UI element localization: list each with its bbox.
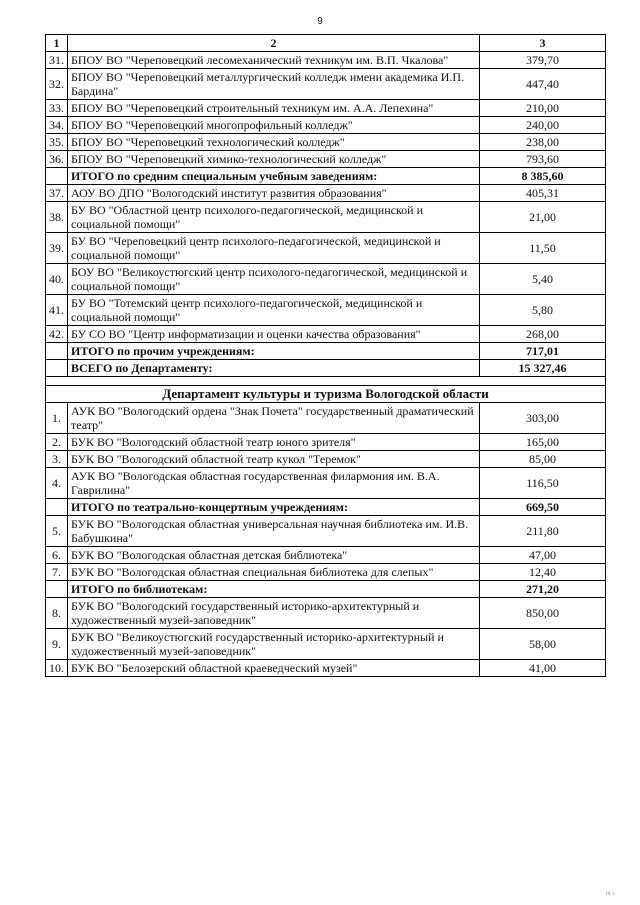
row-number: 36.	[46, 151, 68, 168]
row-number: 40.	[46, 264, 68, 295]
row-number: 33.	[46, 100, 68, 117]
page-number: 9	[317, 16, 323, 27]
total-row-libraries	[46, 581, 606, 598]
table-row	[46, 326, 606, 343]
amount-cell: 5,80	[480, 295, 606, 326]
total-blank	[46, 499, 68, 516]
table-row	[46, 547, 606, 564]
row-number: 42.	[46, 326, 68, 343]
row-number: 34.	[46, 117, 68, 134]
row-number: 39.	[46, 233, 68, 264]
total-row-department	[46, 360, 606, 377]
amount-cell: 447,40	[480, 69, 606, 100]
spacer-cell	[46, 377, 606, 386]
amount-cell: 303,00	[480, 403, 606, 434]
amount-cell: 405,31	[480, 185, 606, 202]
amount-cell: 210,00	[480, 100, 606, 117]
table-row	[46, 598, 606, 629]
table-row	[46, 151, 606, 168]
amount-cell: 793,60	[480, 151, 606, 168]
table-row	[46, 451, 606, 468]
table-row	[46, 202, 606, 233]
table-row	[46, 233, 606, 264]
institution-name: БУК ВО "Вологодский областной театр кукол "Теремок"	[68, 451, 480, 468]
amount-cell: 12,40	[480, 564, 606, 581]
amount-cell: 268,00	[480, 326, 606, 343]
institution-name: БПОУ ВО "Череповецкий многопрофильный колледж"	[68, 117, 480, 134]
total-blank	[46, 360, 68, 377]
institution-name: БПОУ ВО "Череповецкий металлургический колледж имени академика И.П. Бардина"	[68, 69, 480, 100]
total-row-other	[46, 343, 606, 360]
corner-mark: ııı ı	[605, 891, 614, 897]
total-label: ИТОГО по библиотекам:	[68, 581, 480, 598]
spacer-row	[46, 377, 606, 386]
institution-name: БУ ВО "Череповецкий центр психолого-педагогической, медицинской и социальной помощи"	[68, 233, 480, 264]
institution-name: БУК ВО "Белозерский областной краеведческий музей"	[68, 660, 480, 677]
amount-cell: 211,80	[480, 516, 606, 547]
amount-cell: 58,00	[480, 629, 606, 660]
institution-name: БПОУ ВО "Череповецкий технологический колледж"	[68, 134, 480, 151]
total-label: ИТОГО по театрально-концертным учреждениям:	[68, 499, 480, 516]
table-row	[46, 295, 606, 326]
total-label: ИТОГО по прочим учреждениям:	[68, 343, 480, 360]
institution-name: БУК ВО "Вологодский государственный историко-архитектурный и художественный музей-заповедник"	[68, 598, 480, 629]
amount-cell: 47,00	[480, 547, 606, 564]
row-number: 8.	[46, 598, 68, 629]
total-blank	[46, 581, 68, 598]
amount-cell: 850,00	[480, 598, 606, 629]
institution-name: БУК ВО "Вологодская областная специальная библиотека для слепых"	[68, 564, 480, 581]
institution-name: БУК ВО "Великоустюгский государственный историко-архитектурный и художественный музей-заповедник"	[68, 629, 480, 660]
total-label: ИТОГО по средним специальным учебным заведениям:	[68, 168, 480, 185]
header-row	[46, 35, 606, 52]
header-col-3: 3	[480, 35, 606, 52]
amount-cell: 379,70	[480, 52, 606, 69]
row-number: 41.	[46, 295, 68, 326]
row-number: 7.	[46, 564, 68, 581]
table-row	[46, 69, 606, 100]
institution-name: АУК ВО "Вологодский ордена "Знак Почета" государственный драматический театр"	[68, 403, 480, 434]
table-row	[46, 629, 606, 660]
row-number: 32.	[46, 69, 68, 100]
institution-name: БУ ВО "Тотемский центр психолого-педагогической, медицинской и социальной помощи"	[68, 295, 480, 326]
header-col-2: 2	[68, 35, 480, 52]
row-number: 2.	[46, 434, 68, 451]
table-row	[46, 117, 606, 134]
row-number: 6.	[46, 547, 68, 564]
row-number: 3.	[46, 451, 68, 468]
institution-name: БУК ВО "Вологодская областная детская библиотека"	[68, 547, 480, 564]
amount-cell: 240,00	[480, 117, 606, 134]
row-number: 37.	[46, 185, 68, 202]
table-row	[46, 468, 606, 499]
institution-name: БУ ВО "Областной центр психолого-педагогической, медицинской и социальной помощи"	[68, 202, 480, 233]
row-number: 38.	[46, 202, 68, 233]
amount-cell: 41,00	[480, 660, 606, 677]
total-label: ВСЕГО по Департаменту:	[68, 360, 480, 377]
table-row	[46, 52, 606, 69]
table-row	[46, 134, 606, 151]
total-row-secondary	[46, 168, 606, 185]
department-row	[46, 386, 606, 403]
table-row	[46, 185, 606, 202]
total-amount: 717,01	[480, 343, 606, 360]
row-number: 1.	[46, 403, 68, 434]
amount-cell: 116,50	[480, 468, 606, 499]
institution-name: БПОУ ВО "Череповецкий химико-технологический колледж"	[68, 151, 480, 168]
row-number: 5.	[46, 516, 68, 547]
institution-name: БУ СО ВО "Центр информатизации и оценки качества образования"	[68, 326, 480, 343]
table-row	[46, 434, 606, 451]
row-number: 10.	[46, 660, 68, 677]
amount-cell: 238,00	[480, 134, 606, 151]
institution-name: БПОУ ВО "Череповецкий лесомеханический техникум им. В.П. Чкалова"	[68, 52, 480, 69]
table-row	[46, 403, 606, 434]
institution-name: БУК ВО "Вологодская областная универсальная научная библиотека им. И.В. Бабушкина"	[68, 516, 480, 547]
total-amount: 15 327,46	[480, 360, 606, 377]
total-blank	[46, 168, 68, 185]
institution-name: БУК ВО "Вологодский областной театр юного зрителя"	[68, 434, 480, 451]
institution-name: АОУ ВО ДПО "Вологодский институт развития образования"	[68, 185, 480, 202]
institution-name: АУК ВО "Вологодская областная государственная филармония им. В.А. Гаврилина"	[68, 468, 480, 499]
row-number: 31.	[46, 52, 68, 69]
amount-cell: 21,00	[480, 202, 606, 233]
table-row	[46, 516, 606, 547]
institution-name: БОУ ВО "Великоустюгский центр психолого-педагогической, медицинской и социальной помощи"	[68, 264, 480, 295]
row-number: 35.	[46, 134, 68, 151]
amount-cell: 11,50	[480, 233, 606, 264]
amount-cell: 5,40	[480, 264, 606, 295]
amount-cell: 165,00	[480, 434, 606, 451]
total-row-theatre	[46, 499, 606, 516]
department-title: Департамент культуры и туризма Вологодской области	[46, 386, 606, 403]
row-number: 4.	[46, 468, 68, 499]
header-col-1: 1	[46, 35, 68, 52]
table-row	[46, 564, 606, 581]
total-amount: 669,50	[480, 499, 606, 516]
table-row	[46, 100, 606, 117]
row-number: 9.	[46, 629, 68, 660]
amount-cell: 85,00	[480, 451, 606, 468]
institution-name: БПОУ ВО "Череповецкий строительный техникум им. А.А. Лепехина"	[68, 100, 480, 117]
total-amount: 8 385,60	[480, 168, 606, 185]
total-amount: 271,20	[480, 581, 606, 598]
table-row	[46, 660, 606, 677]
budget-table-body	[46, 35, 606, 677]
table-row	[46, 264, 606, 295]
total-blank	[46, 343, 68, 360]
budget-table	[45, 34, 606, 677]
